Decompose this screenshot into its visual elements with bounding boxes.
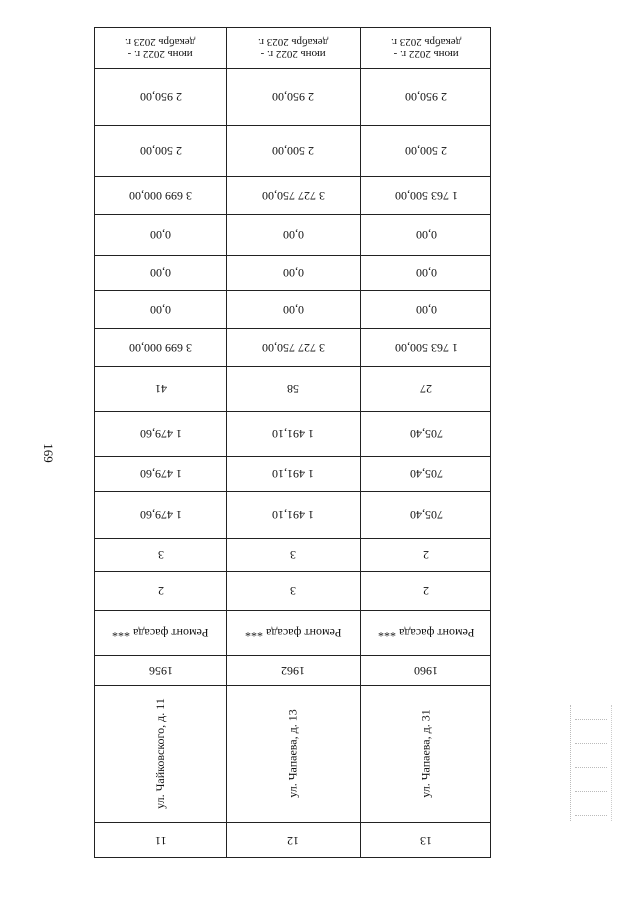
cell-cost-total [360, 176, 492, 214]
cell-text: июнь 2022 г. - декабрь 2023 г. [390, 36, 462, 60]
cell-text: 2 950,00 [139, 90, 182, 104]
cell-text: 3 [157, 548, 164, 562]
cell-address [95, 685, 226, 822]
cell-floors [95, 571, 226, 610]
cell-text: 3 [290, 584, 296, 598]
cell-text: 3 727 750,00 [261, 188, 325, 203]
cell-text: 0,00 [282, 228, 304, 242]
cell-text: 11 [154, 834, 167, 848]
cell-year [360, 655, 492, 685]
cell-text: 0,00 [415, 228, 437, 242]
cell-text: 58 [287, 382, 299, 396]
cell-text: 0,00 [282, 266, 304, 280]
cell-text: 1 479,60 [139, 508, 182, 522]
cell-text: 1 491,10 [272, 508, 314, 522]
cell-text: 27 [420, 382, 432, 396]
cell-floors [226, 571, 360, 610]
cell-budget-local [95, 290, 226, 328]
cell-max-unit-cost [95, 68, 226, 125]
cell-entrances [226, 538, 360, 571]
cell-text: 3 699 000,00 [129, 188, 192, 203]
cell-text: 2 [423, 584, 429, 598]
cell-period [226, 28, 360, 68]
cell-text: 2 [157, 584, 164, 598]
cell-text: 1 479,60 [139, 467, 182, 481]
cell-text: 1960 [414, 663, 438, 678]
cell-cost-total [95, 176, 226, 214]
cell-entrances [95, 538, 226, 571]
cell-fund-support [360, 214, 492, 255]
cell-text: 1 491,10 [272, 467, 314, 481]
cell-text: 705,40 [409, 467, 443, 481]
cell-text: 705,40 [409, 427, 443, 441]
cell-text: 0,00 [150, 228, 171, 242]
cell-text: ул. Чапаева, д. 13 [285, 709, 300, 798]
cell-text: 0,00 [150, 266, 171, 280]
cell-address [226, 685, 360, 822]
cell-area-total [360, 491, 492, 538]
cell-residents [226, 366, 360, 411]
cell-area-total [226, 491, 360, 538]
cell-area-living [360, 456, 492, 491]
cell-area-living [95, 456, 226, 491]
cell-text: 3 699 000,00 [129, 340, 192, 355]
cell-budget-region [95, 255, 226, 290]
cell-budget-local [226, 290, 360, 328]
cell-area-residents [95, 411, 226, 456]
cell-text: 3 [290, 548, 296, 562]
cell-text: ул. Чапаева, д. 31 [418, 709, 433, 798]
cell-text: 1962 [281, 663, 305, 678]
cell-text: 1 763 500,00 [394, 188, 458, 203]
cell-text: 2 950,00 [272, 90, 314, 104]
cell-max-unit-cost [226, 68, 360, 125]
cell-text: июнь 2022 г. - декабрь 2023 г. [125, 36, 196, 60]
cell-text: 2 950,00 [405, 90, 447, 104]
cell-text: ул. Чайковского, д. 11 [153, 698, 167, 809]
cell-area-residents [226, 411, 360, 456]
cell-text: 1956 [148, 663, 173, 678]
cell-text: 0,00 [415, 302, 437, 317]
cell-unit-cost [95, 125, 226, 176]
cell-period [360, 28, 492, 68]
page-number: 169 [41, 443, 56, 463]
cell-entrances [360, 538, 492, 571]
cell-period [95, 28, 226, 68]
cell-text: 2 500,00 [272, 144, 314, 158]
cell-owners-funds [95, 328, 226, 366]
cell-area-living [226, 456, 360, 491]
cell-residents [95, 366, 226, 411]
cell-owners-funds [360, 328, 492, 366]
cell-year [95, 655, 226, 685]
cell-area-total [95, 491, 226, 538]
cell-fund-support [95, 214, 226, 255]
cell-text: 3 727 750,00 [261, 340, 325, 355]
cell-text: 0,00 [282, 302, 304, 317]
cell-max-unit-cost [360, 68, 492, 125]
scan-artifact [570, 705, 612, 821]
cell-unit-cost [360, 125, 492, 176]
cell-num [360, 822, 492, 859]
cell-cost-total [226, 176, 360, 214]
cell-fund-support [226, 214, 360, 255]
cell-text: 1 491,10 [272, 427, 314, 441]
cell-text: июнь 2022 г. - декабрь 2023 г. [257, 36, 329, 60]
cell-text: 1 479,60 [139, 427, 182, 441]
capital-repair-table [94, 27, 491, 858]
cell-num [95, 822, 226, 859]
cell-text: 41 [154, 382, 167, 396]
cell-text: Ремонт фасада *** [244, 626, 342, 640]
cell-owners-funds [226, 328, 360, 366]
cell-text: 13 [420, 834, 432, 848]
cell-work [226, 610, 360, 655]
cell-budget-local [360, 290, 492, 328]
cell-text: 0,00 [415, 266, 437, 280]
cell-address [360, 685, 492, 822]
cell-text: 1 763 500,00 [394, 340, 458, 355]
cell-text: Ремонт фасада *** [112, 626, 209, 640]
cell-budget-region [226, 255, 360, 290]
cell-unit-cost [226, 125, 360, 176]
cell-budget-region [360, 255, 492, 290]
cell-floors [360, 571, 492, 610]
cell-work [360, 610, 492, 655]
cell-text: 705,40 [409, 508, 443, 522]
cell-text: 0,00 [150, 302, 171, 317]
cell-year [226, 655, 360, 685]
cell-text: 2 500,00 [405, 144, 447, 158]
cell-area-residents [360, 411, 492, 456]
cell-text: 2 500,00 [139, 144, 182, 158]
cell-num [226, 822, 360, 859]
cell-text: 12 [287, 834, 299, 848]
cell-residents [360, 366, 492, 411]
cell-work [95, 610, 226, 655]
cell-text: 2 [423, 548, 429, 562]
cell-text: Ремонт фасада *** [377, 626, 475, 640]
